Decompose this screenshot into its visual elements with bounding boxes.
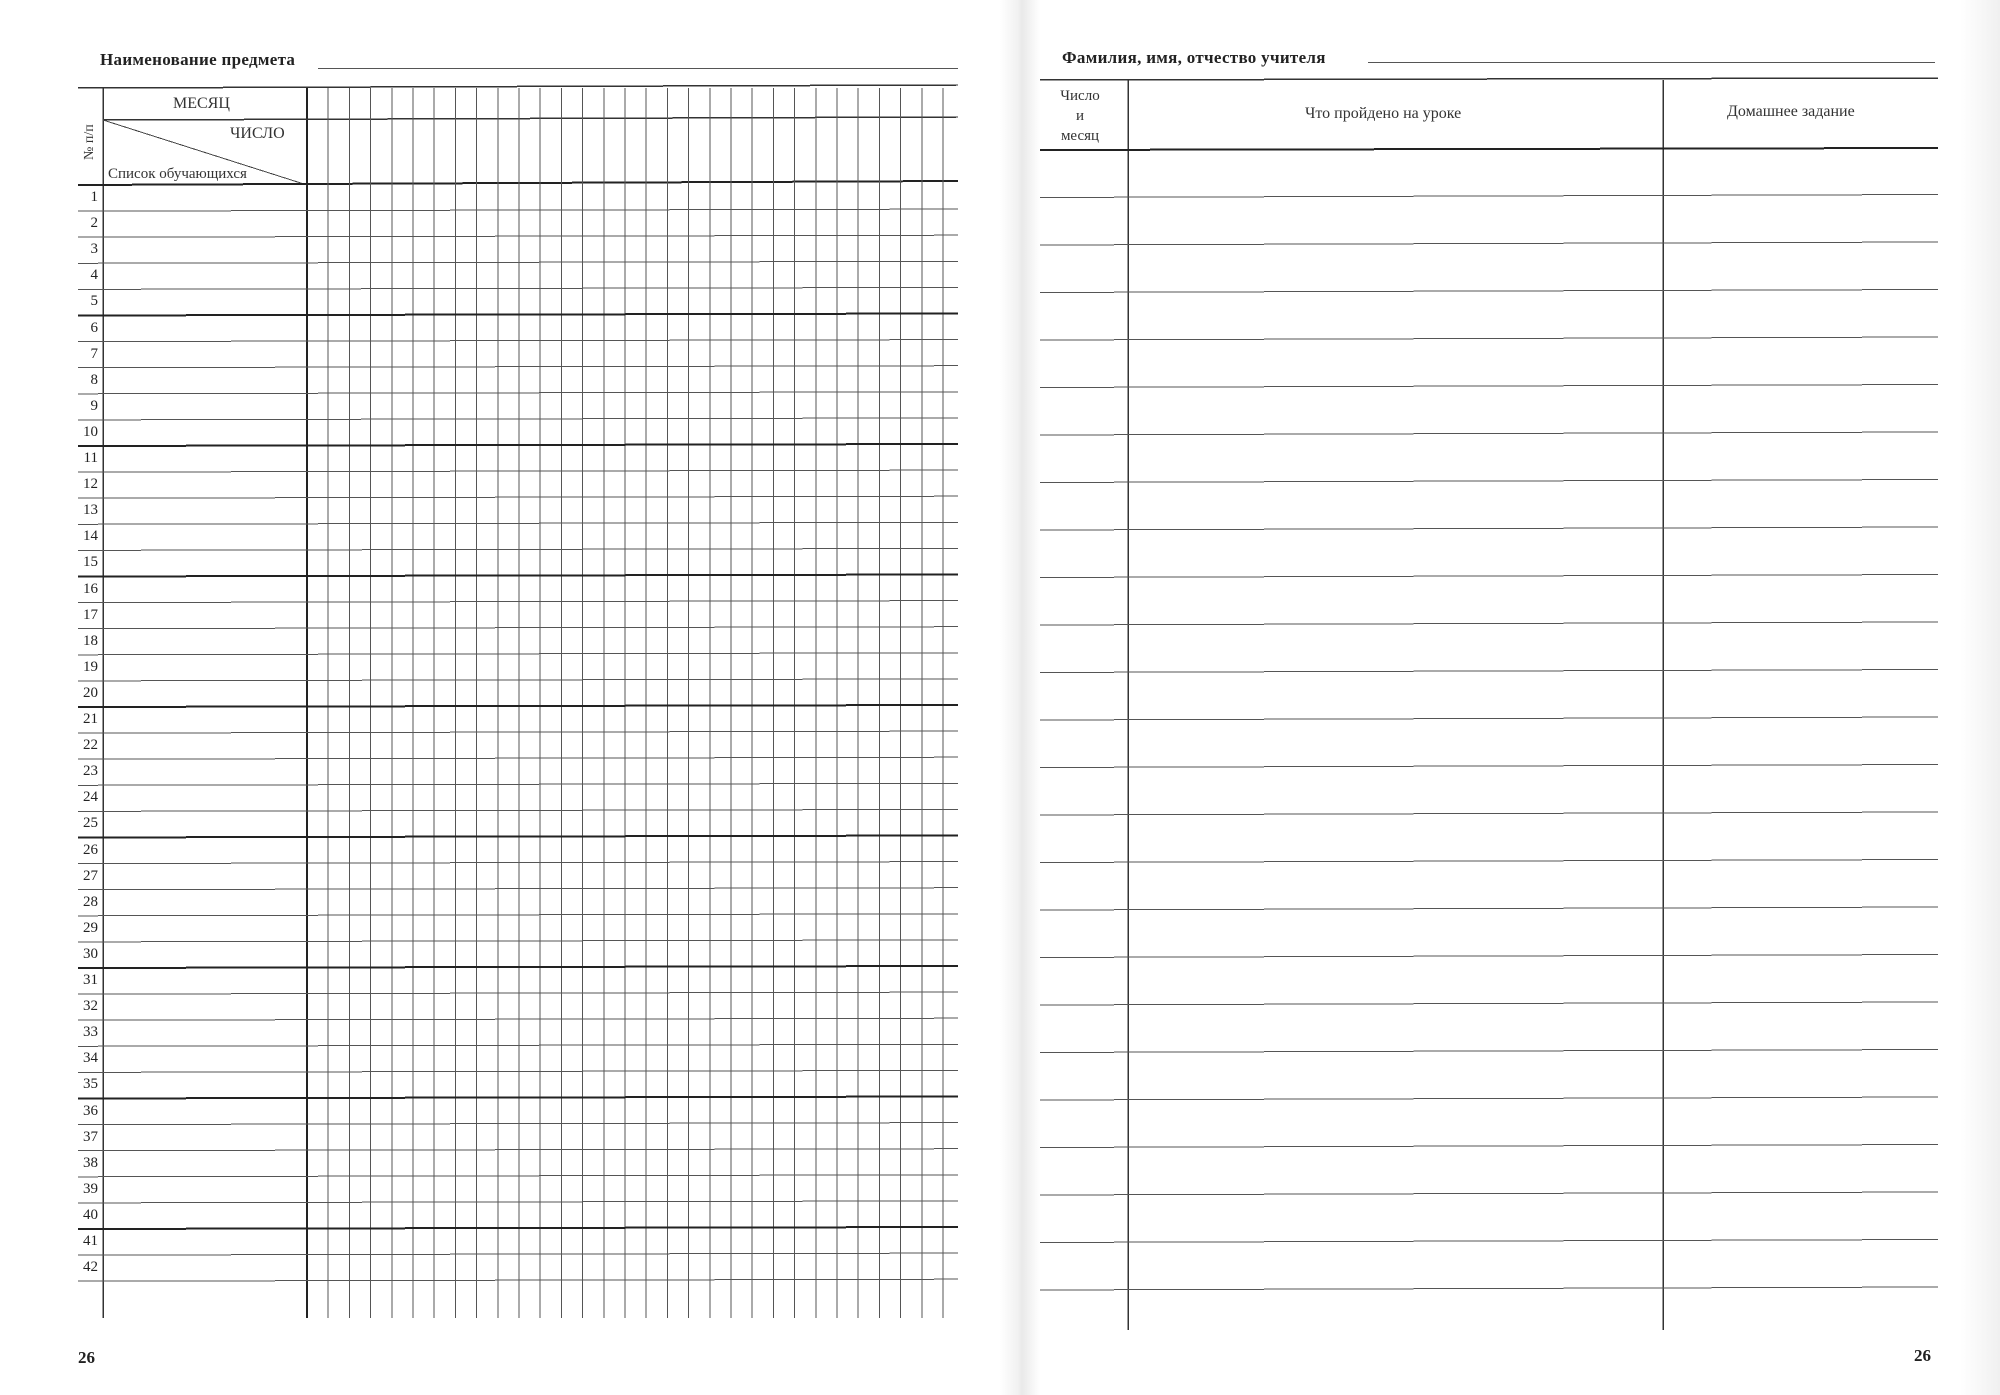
lesson-row-line xyxy=(1040,812,1938,815)
lesson-row-line xyxy=(1040,385,1938,388)
row-number: 5 xyxy=(90,293,98,310)
row-number: 15 xyxy=(83,554,98,571)
page-number-right: 26 xyxy=(1914,1346,1931,1365)
row-number: 6 xyxy=(90,319,98,336)
lesson-row-line xyxy=(1040,480,1938,483)
row-number: 7 xyxy=(90,345,98,362)
lesson-row-line xyxy=(1040,290,1938,293)
row-number: 17 xyxy=(83,606,98,623)
row-number: 42 xyxy=(83,1259,98,1276)
students-header: Список обучающихся xyxy=(108,166,247,182)
lesson-row-line xyxy=(1040,1002,1938,1005)
row-number: 18 xyxy=(83,632,98,649)
lesson-row-line xyxy=(1040,955,1938,958)
lesson-row-line xyxy=(1040,242,1938,245)
row-number: 10 xyxy=(83,423,98,440)
row-number: 34 xyxy=(83,1050,98,1067)
row-number: 20 xyxy=(83,684,98,701)
row-number: 2 xyxy=(90,215,98,232)
row-number: 41 xyxy=(83,1233,98,1249)
row-number: 36 xyxy=(83,1102,98,1119)
subject-label: Наименование предмета xyxy=(100,50,296,69)
row-number: 39 xyxy=(83,1180,98,1197)
homework-header: Домашнее задание xyxy=(1727,103,1855,120)
lesson-row-line xyxy=(1040,1050,1938,1053)
lesson-row-line xyxy=(1040,717,1938,720)
row-number: 11 xyxy=(83,450,98,466)
date-header-line2: и xyxy=(1075,108,1085,124)
lesson-row-line xyxy=(1040,575,1938,578)
row-number: 19 xyxy=(83,658,98,675)
lesson-row-line xyxy=(1040,1097,1938,1100)
lesson-row-line xyxy=(1040,337,1938,340)
lesson-row-line xyxy=(1040,860,1938,863)
lesson-row-line xyxy=(1040,1192,1938,1195)
number-header: № п/п xyxy=(82,124,97,160)
lesson-row-line xyxy=(1040,195,1938,198)
row-number: 9 xyxy=(90,397,98,414)
lesson-row-line xyxy=(1040,622,1938,625)
lesson-row-line xyxy=(1040,765,1938,768)
row-number: 16 xyxy=(83,580,98,597)
row-number: 8 xyxy=(90,371,98,388)
row-number: 27 xyxy=(83,867,98,884)
date-header-line1: Число xyxy=(1060,88,1100,104)
row-number: 28 xyxy=(83,893,98,910)
row-number: 32 xyxy=(83,998,98,1015)
page-number-left: 26 xyxy=(78,1348,95,1367)
row-number: 14 xyxy=(83,528,98,545)
lesson-row-line xyxy=(1040,1287,1938,1290)
row-number: 30 xyxy=(83,945,98,962)
month-header: МЕСЯЦ xyxy=(173,95,230,112)
row-number: 4 xyxy=(90,267,98,284)
lesson-row-line xyxy=(1040,907,1938,910)
row-number: 13 xyxy=(83,502,98,519)
date-header-line3: месяц xyxy=(1060,128,1100,144)
row-number: 35 xyxy=(83,1076,98,1093)
row-number: 21 xyxy=(83,711,98,727)
row-number: 1 xyxy=(90,189,98,205)
lesson-row-line xyxy=(1040,432,1938,435)
row-number: 24 xyxy=(83,789,98,806)
row-number: 12 xyxy=(83,476,98,493)
row-number: 22 xyxy=(83,737,98,754)
row-number: 40 xyxy=(83,1206,98,1223)
lesson-header: Что пройдено на уроке xyxy=(1305,105,1462,122)
lesson-row-line xyxy=(1040,1240,1938,1243)
log-top-line xyxy=(1040,78,1938,80)
log-header-line xyxy=(1040,148,1938,150)
row-number: 23 xyxy=(83,763,98,780)
lesson-row-line xyxy=(1040,1145,1938,1148)
row-number: 38 xyxy=(83,1154,98,1171)
row-number: 37 xyxy=(83,1128,98,1145)
teacher-label: Фамилия, имя, отчество учителя xyxy=(1062,48,1326,67)
row-number: 29 xyxy=(83,919,98,936)
row-number: 25 xyxy=(83,815,98,832)
row-number: 31 xyxy=(83,972,98,988)
day-header: ЧИСЛО xyxy=(230,125,285,142)
lesson-row-line xyxy=(1040,670,1938,673)
row-number: 33 xyxy=(83,1024,98,1041)
lesson-row-line xyxy=(1040,527,1938,530)
row-number: 26 xyxy=(83,841,98,858)
row-number: 3 xyxy=(90,241,98,258)
